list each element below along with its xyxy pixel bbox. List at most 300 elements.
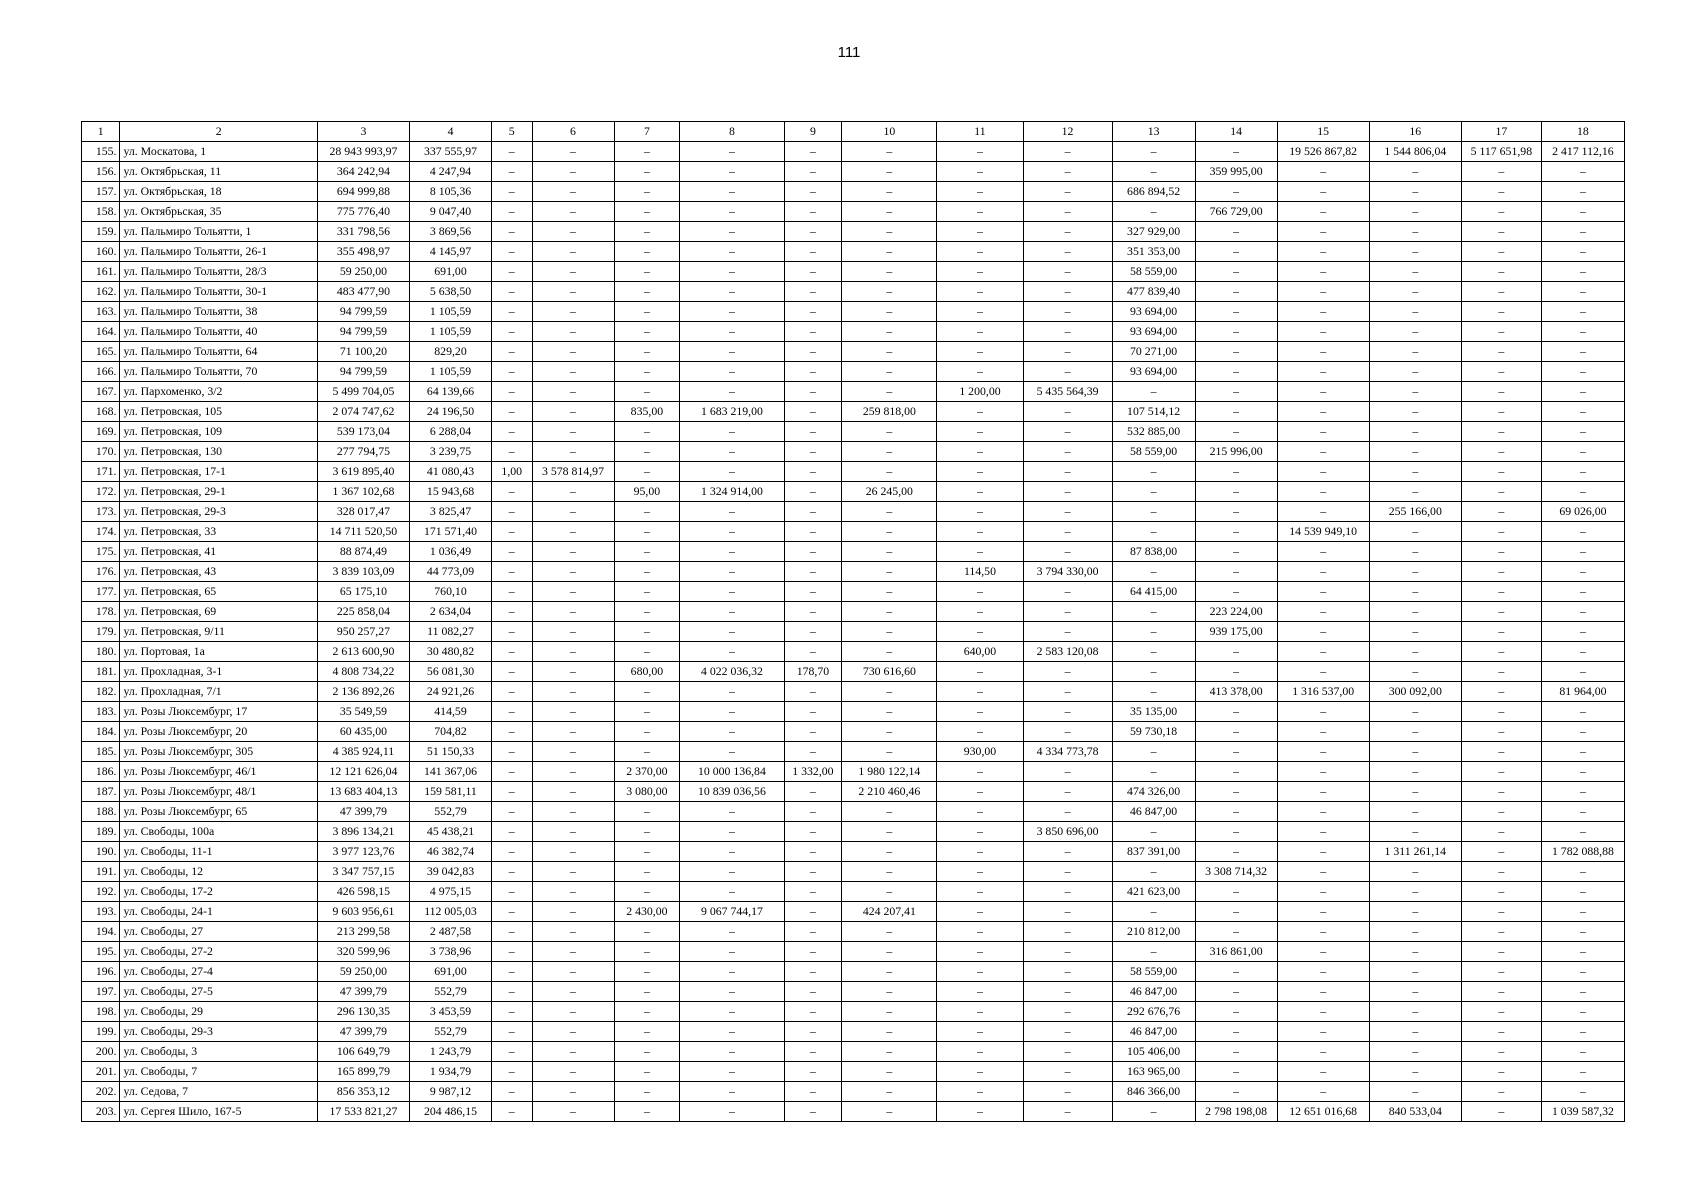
value-cell: – (937, 722, 1023, 742)
value-cell: – (937, 262, 1023, 282)
value-cell: – (1369, 602, 1461, 622)
value-cell: – (1277, 282, 1369, 302)
value-cell: – (937, 1022, 1023, 1042)
value-cell: – (1541, 582, 1624, 602)
value-cell: – (1195, 662, 1277, 682)
value-cell: – (1195, 902, 1277, 922)
value-cell: – (614, 702, 680, 722)
address-cell: ул. Свободы, 100а (120, 822, 317, 842)
page-number: 111 (837, 44, 861, 61)
value-cell: – (614, 562, 680, 582)
value-cell: – (1023, 602, 1112, 622)
value-cell: – (842, 342, 937, 362)
value-cell: – (492, 202, 532, 222)
value-cell: – (492, 1082, 532, 1102)
value-cell: – (680, 842, 784, 862)
value-cell: 15 943,68 (410, 482, 492, 502)
value-cell: 483 477,90 (317, 282, 409, 302)
value-cell: – (492, 682, 532, 702)
row-number: 180. (82, 642, 120, 662)
value-cell: 426 598,15 (317, 882, 409, 902)
value-cell: 5 117 651,98 (1461, 142, 1541, 162)
value-cell: – (784, 1062, 842, 1082)
value-cell: – (784, 982, 842, 1002)
value-cell: – (1023, 782, 1112, 802)
value-cell: – (1277, 882, 1369, 902)
row-number: 167. (82, 382, 120, 402)
value-cell: – (1023, 1102, 1112, 1122)
value-cell: – (937, 762, 1023, 782)
value-cell: – (937, 482, 1023, 502)
value-cell: – (937, 442, 1023, 462)
value-cell: 225 858,04 (317, 602, 409, 622)
column-header: 15 (1277, 122, 1369, 142)
value-cell: 532 885,00 (1112, 422, 1195, 442)
table-row (82, 502, 1625, 522)
value-cell: – (1112, 522, 1195, 542)
value-cell: – (1195, 262, 1277, 282)
value-cell: – (1277, 842, 1369, 862)
table-row (82, 1082, 1625, 1102)
value-cell: – (680, 1042, 784, 1062)
value-cell: – (680, 882, 784, 902)
value-cell: 840 533,04 (1369, 1102, 1461, 1122)
value-cell: 9 067 744,17 (680, 902, 784, 922)
value-cell: – (532, 1022, 614, 1042)
value-cell: – (492, 1002, 532, 1022)
value-cell: 3 825,47 (410, 502, 492, 522)
value-cell: – (937, 322, 1023, 342)
value-cell: – (1195, 1062, 1277, 1082)
value-cell: – (1541, 762, 1624, 782)
value-cell: – (680, 722, 784, 742)
value-cell: – (784, 542, 842, 562)
value-cell: 1 036,49 (410, 542, 492, 562)
value-cell: 28 943 993,97 (317, 142, 409, 162)
value-cell: – (937, 462, 1023, 482)
value-cell: 1,00 (492, 462, 532, 482)
value-cell: 3 239,75 (410, 442, 492, 462)
value-cell: – (1195, 562, 1277, 582)
value-cell: – (492, 282, 532, 302)
value-cell: – (784, 742, 842, 762)
value-cell: – (1277, 182, 1369, 202)
value-cell: – (680, 542, 784, 562)
value-cell: 552,79 (410, 802, 492, 822)
column-header: 5 (492, 122, 532, 142)
value-cell: – (1195, 842, 1277, 862)
value-cell: – (1277, 802, 1369, 822)
value-cell: – (1277, 162, 1369, 182)
value-cell: – (680, 1102, 784, 1122)
value-cell: – (680, 202, 784, 222)
value-cell: – (532, 542, 614, 562)
value-cell: – (680, 802, 784, 822)
value-cell: – (614, 362, 680, 382)
value-cell: – (842, 822, 937, 842)
value-cell: – (1541, 942, 1624, 962)
value-cell: – (1461, 502, 1541, 522)
value-cell: – (784, 922, 842, 942)
column-header: 14 (1195, 122, 1277, 142)
value-cell: – (1023, 1042, 1112, 1062)
value-cell: – (492, 882, 532, 902)
value-cell: – (1195, 242, 1277, 262)
value-cell: – (1369, 462, 1461, 482)
value-cell: – (1277, 402, 1369, 422)
value-cell: – (1541, 362, 1624, 382)
value-cell: – (1461, 442, 1541, 462)
value-cell: – (1277, 502, 1369, 522)
value-cell: – (1461, 862, 1541, 882)
value-cell: 4 247,94 (410, 162, 492, 182)
value-cell: – (492, 322, 532, 342)
table-row (82, 742, 1625, 762)
value-cell: 39 042,83 (410, 862, 492, 882)
value-cell: – (614, 1102, 680, 1122)
value-cell: 1 683 219,00 (680, 402, 784, 422)
row-number: 196. (82, 962, 120, 982)
value-cell: – (614, 922, 680, 942)
value-cell: – (1195, 522, 1277, 542)
value-cell: – (1369, 622, 1461, 642)
value-cell: – (937, 882, 1023, 902)
value-cell: 320 599,96 (317, 942, 409, 962)
value-cell: – (1023, 442, 1112, 462)
value-cell: 41 080,43 (410, 462, 492, 482)
value-cell: – (680, 302, 784, 322)
value-cell: – (532, 1002, 614, 1022)
value-cell: 2 370,00 (614, 762, 680, 782)
value-cell: 4 334 773,78 (1023, 742, 1112, 762)
value-cell: 58 559,00 (1112, 262, 1195, 282)
value-cell: – (784, 302, 842, 322)
value-cell: – (1369, 722, 1461, 742)
value-cell: – (680, 622, 784, 642)
value-cell: – (1112, 642, 1195, 662)
value-cell: – (1023, 202, 1112, 222)
table-row (82, 662, 1625, 682)
value-cell: – (842, 422, 937, 442)
value-cell: – (1277, 1082, 1369, 1102)
value-cell: – (1195, 882, 1277, 902)
value-cell: 835,00 (614, 402, 680, 422)
table-row (82, 302, 1625, 322)
value-cell: 5 499 704,05 (317, 382, 409, 402)
table-row (82, 482, 1625, 502)
address-cell: ул. Свободы, 3 (120, 1042, 317, 1062)
value-cell: – (532, 802, 614, 822)
value-cell: 2 798 198,08 (1195, 1102, 1277, 1122)
value-cell: – (1541, 922, 1624, 942)
value-cell: – (1461, 742, 1541, 762)
address-cell: ул. Розы Люксембург, 65 (120, 802, 317, 822)
table-row (82, 722, 1625, 742)
value-cell: 680,00 (614, 662, 680, 682)
value-cell: – (937, 502, 1023, 522)
value-cell: – (614, 1082, 680, 1102)
value-cell: 46 847,00 (1112, 802, 1195, 822)
value-cell: – (842, 182, 937, 202)
value-cell: – (1023, 1002, 1112, 1022)
value-cell: – (680, 702, 784, 722)
row-number: 185. (82, 742, 120, 762)
value-cell: – (842, 362, 937, 382)
value-cell: – (937, 222, 1023, 242)
value-cell: 3 896 134,21 (317, 822, 409, 842)
value-cell: – (1023, 962, 1112, 982)
value-cell: 327 929,00 (1112, 222, 1195, 242)
value-cell: 64 415,00 (1112, 582, 1195, 602)
value-cell: – (1195, 1042, 1277, 1062)
value-cell: – (1541, 962, 1624, 982)
value-cell: – (1369, 702, 1461, 722)
value-cell: – (842, 882, 937, 902)
value-cell: 2 417 112,16 (1541, 142, 1624, 162)
value-cell: – (784, 222, 842, 242)
value-cell: – (1369, 1082, 1461, 1102)
value-cell: – (532, 682, 614, 702)
value-cell: – (1541, 462, 1624, 482)
address-cell: ул. Сергея Шило, 167-5 (120, 1102, 317, 1122)
value-cell: – (842, 582, 937, 602)
value-cell: – (1195, 222, 1277, 242)
value-cell: – (842, 682, 937, 702)
value-cell: – (1023, 802, 1112, 822)
table-row (82, 902, 1625, 922)
value-cell: – (1461, 722, 1541, 742)
column-header: 13 (1112, 122, 1195, 142)
value-cell: – (1541, 862, 1624, 882)
value-cell: – (1369, 222, 1461, 242)
value-cell: – (1541, 882, 1624, 902)
table-row (82, 1062, 1625, 1082)
value-cell: – (784, 142, 842, 162)
table-row (82, 802, 1625, 822)
value-cell: – (1369, 162, 1461, 182)
value-cell: – (532, 722, 614, 742)
table-row (82, 782, 1625, 802)
value-cell: – (1195, 922, 1277, 942)
value-cell: – (532, 902, 614, 922)
value-cell: – (532, 302, 614, 322)
value-cell: 9 603 956,61 (317, 902, 409, 922)
value-cell: – (784, 882, 842, 902)
value-cell: – (1195, 462, 1277, 482)
value-cell: – (1112, 562, 1195, 582)
value-cell: – (532, 342, 614, 362)
value-cell: – (1023, 222, 1112, 242)
value-cell: – (1277, 342, 1369, 362)
row-number: 197. (82, 982, 120, 1002)
value-cell: – (492, 722, 532, 742)
value-cell: – (492, 402, 532, 422)
value-cell: – (1023, 582, 1112, 602)
value-cell: – (680, 502, 784, 522)
value-cell: – (1369, 402, 1461, 422)
value-cell: 56 081,30 (410, 662, 492, 682)
address-cell: ул. Пальмиро Тольятти, 26-1 (120, 242, 317, 262)
value-cell: 12 121 626,04 (317, 762, 409, 782)
value-cell: – (784, 342, 842, 362)
value-cell: – (1277, 362, 1369, 382)
value-cell: – (784, 362, 842, 382)
value-cell: 204 486,15 (410, 1102, 492, 1122)
value-cell: – (492, 902, 532, 922)
value-cell: – (1112, 942, 1195, 962)
table-row (82, 162, 1625, 182)
address-cell: ул. Петровская, 130 (120, 442, 317, 462)
value-cell: 640,00 (937, 642, 1023, 662)
value-cell: 1 105,59 (410, 302, 492, 322)
row-number: 171. (82, 462, 120, 482)
value-cell: – (1195, 1082, 1277, 1102)
value-cell: – (937, 282, 1023, 302)
value-cell: – (614, 442, 680, 462)
value-cell: – (1112, 142, 1195, 162)
value-cell: – (937, 362, 1023, 382)
value-cell: – (1461, 482, 1541, 502)
value-cell: – (1461, 522, 1541, 542)
value-cell: 2 430,00 (614, 902, 680, 922)
value-cell: 59 250,00 (317, 962, 409, 982)
value-cell: – (842, 942, 937, 962)
value-cell: – (1277, 242, 1369, 262)
value-cell: – (680, 222, 784, 242)
value-cell: – (937, 342, 1023, 362)
value-cell: – (1461, 642, 1541, 662)
value-cell: 106 649,79 (317, 1042, 409, 1062)
address-cell: ул. Свободы, 7 (120, 1062, 317, 1082)
value-cell: – (1541, 1082, 1624, 1102)
value-cell: – (784, 722, 842, 742)
value-cell: – (1369, 542, 1461, 562)
value-cell: 3 850 696,00 (1023, 822, 1112, 842)
row-number: 172. (82, 482, 120, 502)
value-cell: 81 964,00 (1541, 682, 1624, 702)
value-cell: 107 514,12 (1112, 402, 1195, 422)
value-cell: 1 243,79 (410, 1042, 492, 1062)
value-cell: – (1195, 302, 1277, 322)
value-cell: – (614, 462, 680, 482)
value-cell: 24 196,50 (410, 402, 492, 422)
value-cell: – (1195, 382, 1277, 402)
value-cell: 351 353,00 (1112, 242, 1195, 262)
value-cell: – (784, 1002, 842, 1022)
value-cell: – (1541, 982, 1624, 1002)
value-cell: – (842, 1002, 937, 1022)
row-number: 189. (82, 822, 120, 842)
value-cell: – (1023, 282, 1112, 302)
address-cell: ул. Петровская, 41 (120, 542, 317, 562)
value-cell: 215 996,00 (1195, 442, 1277, 462)
value-cell: – (680, 342, 784, 362)
value-cell: – (1277, 202, 1369, 222)
value-cell: – (680, 242, 784, 262)
address-cell: ул. Петровская, 33 (120, 522, 317, 542)
value-cell: – (492, 1022, 532, 1042)
value-cell: – (614, 522, 680, 542)
value-cell: 64 139,66 (410, 382, 492, 402)
value-cell: – (1461, 982, 1541, 1002)
value-cell: – (842, 622, 937, 642)
value-cell: – (842, 1082, 937, 1102)
value-cell: 2 487,58 (410, 922, 492, 942)
value-cell: 87 838,00 (1112, 542, 1195, 562)
value-cell: 71 100,20 (317, 342, 409, 362)
row-number: 194. (82, 922, 120, 942)
value-cell: – (937, 682, 1023, 702)
table-row (82, 622, 1625, 642)
value-cell: 364 242,94 (317, 162, 409, 182)
value-cell: – (1541, 782, 1624, 802)
value-cell: – (680, 182, 784, 202)
value-cell: – (1277, 482, 1369, 502)
value-cell: – (1023, 882, 1112, 902)
row-number: 165. (82, 342, 120, 362)
column-header: 9 (784, 122, 842, 142)
value-cell: – (784, 422, 842, 442)
address-cell: ул. Пальмиро Тольятти, 40 (120, 322, 317, 342)
value-cell: – (1023, 922, 1112, 942)
column-header: 11 (937, 122, 1023, 142)
value-cell: – (1277, 622, 1369, 642)
value-cell: 223 224,00 (1195, 602, 1277, 622)
value-cell: – (937, 162, 1023, 182)
value-cell: – (1541, 202, 1624, 222)
value-cell: – (532, 742, 614, 762)
value-cell: – (1541, 602, 1624, 622)
value-cell: – (492, 822, 532, 842)
value-cell: – (937, 302, 1023, 322)
address-cell: ул. Розы Люксембург, 17 (120, 702, 317, 722)
value-cell: – (680, 362, 784, 382)
value-cell: – (614, 262, 680, 282)
data-table (81, 121, 1625, 1122)
value-cell: – (1369, 482, 1461, 502)
value-cell: – (1277, 702, 1369, 722)
table-row (82, 942, 1625, 962)
value-cell: 59 250,00 (317, 262, 409, 282)
value-cell: – (1541, 282, 1624, 302)
table-row (82, 642, 1625, 662)
value-cell: – (680, 1082, 784, 1102)
value-cell: 1 200,00 (937, 382, 1023, 402)
value-cell: – (492, 762, 532, 782)
value-cell: – (614, 202, 680, 222)
value-cell: 259 818,00 (842, 402, 937, 422)
value-cell: – (842, 842, 937, 862)
value-cell: 539 173,04 (317, 422, 409, 442)
value-cell: – (614, 582, 680, 602)
address-cell: ул. Петровская, 29-3 (120, 502, 317, 522)
value-cell: – (1195, 982, 1277, 1002)
column-header: 12 (1023, 122, 1112, 142)
value-cell: 1 324 914,00 (680, 482, 784, 502)
value-cell: – (680, 262, 784, 282)
value-cell: – (1461, 242, 1541, 262)
value-cell: 4 022 036,32 (680, 662, 784, 682)
value-cell: – (937, 242, 1023, 262)
value-cell: 213 299,58 (317, 922, 409, 942)
value-cell: – (532, 242, 614, 262)
value-cell: – (842, 862, 937, 882)
value-cell: – (1277, 1022, 1369, 1042)
value-cell: – (680, 742, 784, 762)
address-cell: ул. Пальмиро Тольятти, 70 (120, 362, 317, 382)
table-row (82, 762, 1625, 782)
value-cell: – (492, 242, 532, 262)
